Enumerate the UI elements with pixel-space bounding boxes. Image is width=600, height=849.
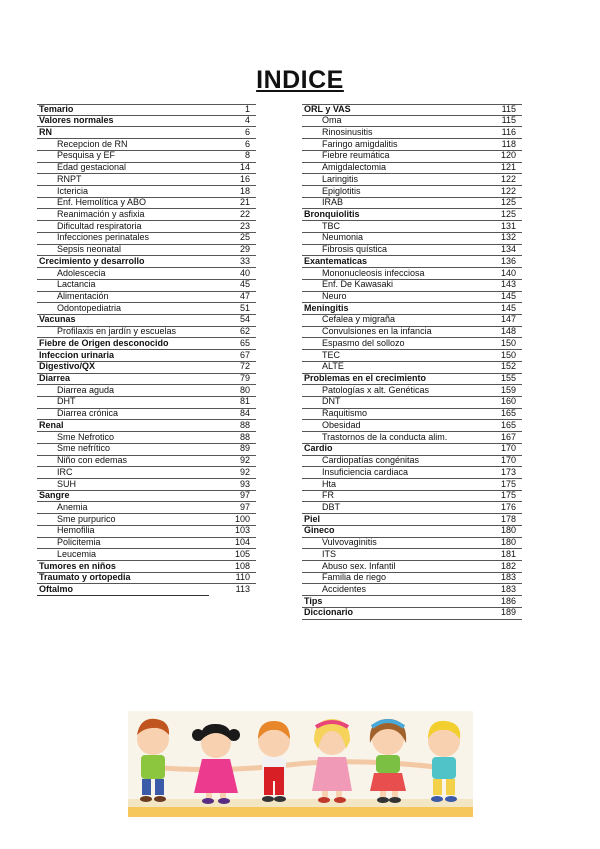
index-entry-label: Accidentes: [322, 583, 367, 594]
index-entry-page: 97: [239, 490, 250, 501]
index-subsection: [37, 174, 256, 186]
index-subsection: [302, 139, 522, 151]
index-entry-label: Familia de riego: [322, 572, 387, 583]
index-entry-page: 125: [500, 208, 516, 219]
index-entry-page: 47: [239, 291, 250, 301]
index-entry-label: Enf. Hemolítica y ABO: [57, 197, 147, 208]
index-subsection: [302, 491, 522, 503]
index-section: [37, 420, 256, 432]
index-entry-label: ORL y VAS: [304, 104, 351, 114]
index-subsection: [37, 198, 256, 210]
index-entry-page: 80: [239, 384, 250, 395]
index-entry-page: 159: [500, 384, 516, 395]
index-entry-label: TEC: [322, 349, 340, 360]
index-entry-label: Espasmo del sollozo: [322, 337, 405, 348]
index-entry-label: Neumonia: [322, 232, 364, 243]
index-entry-page: 175: [500, 478, 516, 489]
index-entry-label: Rinosinusitis: [322, 126, 373, 137]
index-entry-label: DBT: [322, 501, 340, 512]
index-entry-label: Diarrea aguda: [57, 384, 115, 395]
index-entry-page: 167: [500, 431, 516, 442]
index-entry-label: Tips: [304, 595, 323, 606]
index-entry-label: Problemas en el crecimiento: [304, 373, 427, 384]
index-entry-label: Profilaxis en jardín y escuelas: [57, 326, 177, 337]
index-entry-label: Cardio: [304, 443, 333, 454]
index-subsection: [302, 362, 522, 374]
index-entry-page: 51: [239, 302, 250, 313]
index-entry-label: Bronquiolitis: [304, 208, 360, 219]
index-subsection: [37, 409, 256, 421]
index-section: [37, 362, 256, 374]
index-entry-page: 18: [239, 185, 250, 196]
index-entry-label: Adolescecia: [57, 267, 106, 278]
index-section: [302, 514, 522, 526]
index-entry-page: 150: [500, 349, 516, 360]
index-entry-label: Fibrosis quística: [322, 244, 388, 255]
index-entry-label: Reanimación y asfixia: [57, 208, 145, 219]
index-entry-label: Fiebre de Origen desconocido: [39, 337, 169, 348]
index-entry-page: 183: [500, 572, 516, 583]
index-entry-label: RNPT: [57, 173, 82, 184]
index-entry-page: 110: [235, 572, 250, 583]
index-entry-page: 136: [500, 255, 516, 266]
index-subsection: [37, 186, 256, 198]
index-entry-label: Anemia: [57, 501, 88, 512]
index-entry-label: Alimentación: [57, 291, 109, 301]
index-subsection: [37, 549, 256, 561]
index-entry-label: Trastornos de la conducta alim.: [322, 431, 448, 442]
index-subsection: [302, 479, 522, 491]
index-entry-page: 180: [500, 537, 516, 548]
index-subsection: [302, 174, 522, 186]
index-entry-label: IRC: [57, 466, 73, 477]
index-subsection: [302, 245, 522, 257]
index-entry-label: Gineco: [304, 525, 335, 536]
index-subsection: [302, 327, 522, 339]
index-subsection: [302, 502, 522, 514]
index-entry-page: 115: [501, 115, 516, 126]
index-subsection: [37, 209, 256, 221]
index-entry-label: Temario: [39, 104, 74, 114]
index-subsection: [302, 467, 522, 479]
index-section: [37, 491, 256, 503]
index-entry-label: SUH: [57, 478, 77, 489]
index-subsection: [302, 116, 522, 128]
index-entry-label: Epiglotitis: [322, 185, 361, 196]
index-subsection: [302, 163, 522, 175]
index-entry-label: Patologías x alt. Genéticas: [322, 384, 430, 395]
index-section: [37, 256, 256, 268]
index-entry-page: 170: [500, 443, 516, 454]
index-subsection: [37, 444, 256, 456]
index-entry-page: 29: [239, 244, 250, 255]
index-entry-label: DHT: [57, 396, 76, 407]
index-entry-label: Sme purpurico: [57, 513, 116, 524]
index-subsection: [37, 151, 256, 163]
index-section: [302, 303, 522, 315]
index-subsection: [37, 397, 256, 409]
index-subsection: [302, 233, 522, 245]
index-entry-page: 145: [500, 302, 516, 313]
index-subsection: [37, 303, 256, 315]
index-entry-page: 54: [239, 314, 250, 325]
index-section: [302, 444, 522, 456]
index-entry-label: Neuro: [322, 291, 347, 301]
index-entry-page: 67: [239, 349, 250, 360]
index-entry-page: 16: [239, 173, 250, 184]
index-entry-page: 6: [244, 126, 250, 137]
child-figure-2: [192, 724, 240, 804]
index-entry-label: Laringitis: [322, 173, 359, 184]
index-section: [37, 116, 256, 128]
index-subsection: [302, 584, 522, 596]
index-entry-label: ALTE: [322, 361, 344, 372]
index-subsection: [302, 151, 522, 163]
index-entry-page: 170: [500, 455, 516, 466]
index-entry-page: 100: [234, 513, 250, 524]
index-entry-page: 25: [239, 232, 250, 243]
index-entry-page: 120: [500, 150, 516, 161]
index-entry-page: 45: [239, 279, 250, 290]
index-entry-label: TBC: [322, 220, 340, 231]
index-subsection: [37, 456, 256, 468]
index-subsection: [302, 409, 522, 421]
index-entry-label: Odontopediatria: [57, 302, 122, 313]
index-entry-label: Recepcion de RN: [57, 138, 128, 149]
index-entry-label: Exantematicas: [304, 255, 368, 266]
index-entry-page: 97: [239, 501, 250, 512]
index-entry-label: Hta: [322, 478, 337, 489]
index-entry-label: Vacunas: [39, 314, 76, 325]
index-entry-label: FR: [322, 490, 334, 501]
index-entry-page: 89: [239, 443, 250, 454]
index-subsection: [37, 432, 256, 444]
index-section: [37, 573, 256, 585]
index-entry-page: 115: [501, 104, 516, 114]
index-entry-page: 148: [500, 326, 516, 337]
index-entry-page: 121: [500, 162, 516, 173]
index-entry-label: Pesquisa y EF: [57, 150, 116, 161]
index-entry-page: 189: [500, 607, 516, 618]
index-entry-label: Convulsiones en la infancia: [322, 326, 432, 337]
index-entry-page: 8: [244, 150, 250, 161]
index-entry-label: Tumores en niños: [39, 560, 116, 571]
index-subsection: [302, 186, 522, 198]
index-entry-label: Oma: [322, 115, 342, 126]
index-subsection: [37, 385, 256, 397]
index-entry-label: Renal: [39, 419, 64, 430]
index-entry-page: 22: [239, 208, 250, 219]
index-subsection: [302, 432, 522, 444]
index-entry-page: 40: [239, 267, 250, 278]
index-subsection: [302, 221, 522, 233]
index-entry-label: Edad gestacional: [57, 162, 127, 173]
index-subsection: [37, 139, 256, 151]
index-entry-page: 122: [500, 185, 516, 196]
index-entry-label: Valores normales: [39, 115, 114, 126]
index-section: [302, 256, 522, 268]
child-figure-3: [258, 721, 290, 802]
index-entry-page: 93: [239, 478, 250, 489]
index-entry-label: Traumato y ortopedia: [39, 572, 131, 583]
index-entry-page: 1: [244, 104, 250, 114]
index-entry-label: Abuso sex. Infantil: [322, 560, 396, 571]
index-entry-label: Dificultad respiratoria: [57, 220, 142, 231]
index-entry-page: 116: [501, 126, 516, 137]
index-entry-page: 147: [500, 314, 516, 325]
child-figure-6: [428, 721, 460, 802]
index-entry-label: Niño con edemas: [57, 455, 128, 466]
index-subsection: [37, 526, 256, 538]
index-entry-page: 88: [239, 431, 250, 442]
index-entry-page: 131: [500, 220, 516, 231]
index-subsection: [37, 280, 256, 292]
index-subsection: [302, 549, 522, 561]
index-entry-label: Digestivo/QX: [39, 361, 96, 372]
index-entry-page: 92: [239, 455, 250, 466]
index-entry-page: 81: [239, 396, 250, 407]
index-entry-label: Sangre: [39, 490, 70, 501]
child-figure-4: [312, 719, 352, 803]
index-entry-page: 134: [500, 244, 516, 255]
index-entry-page: 181: [500, 548, 516, 559]
index-subsection: [302, 315, 522, 327]
index-entry-page: 103: [234, 525, 250, 536]
index-subsection: [302, 420, 522, 432]
index-entry-label: Vulvovaginitis: [322, 537, 377, 548]
index-entry-label: Crecimiento y desarrollo: [39, 255, 145, 266]
child-figure-1: [137, 719, 169, 802]
index-entry-page: 150: [500, 337, 516, 348]
index-entry-label: Diarrea crónica: [57, 408, 119, 419]
index-entry-label: Insuficiencia cardiaca: [322, 466, 409, 477]
index-entry-label: Raquitismo: [322, 408, 368, 419]
index-subsection: [302, 338, 522, 350]
index-entry-page: 140: [500, 267, 516, 278]
index-subsection: [302, 573, 522, 585]
index-section: [37, 350, 256, 362]
index-section: [37, 338, 256, 350]
index-subsection: [37, 221, 256, 233]
index-entry-page: 178: [500, 513, 516, 524]
index-entry-page: 155: [500, 373, 516, 384]
index-section: [37, 561, 256, 573]
index-subsection: [302, 561, 522, 573]
index-subsection: [302, 385, 522, 397]
index-entry-label: Sme nefrítico: [57, 443, 111, 454]
index-entry-page: 88: [239, 419, 250, 430]
index-subsection: [37, 479, 256, 491]
index-entry-label: Diccionario: [304, 607, 354, 618]
index-entry-label: Cardiopatías congénitas: [322, 455, 420, 466]
index-entry-label: Obesidad: [322, 419, 361, 430]
index-subsection: [302, 456, 522, 468]
index-section: [37, 583, 250, 596]
index-entry-label: Policitemia: [57, 537, 101, 548]
index-entry-label: Cefalea y migraña: [322, 314, 396, 325]
index-entry-page: 160: [500, 396, 516, 407]
index-subsection: [302, 268, 522, 280]
index-entry-label: Mononucleosis infecciosa: [322, 267, 425, 278]
index-entry-label: Sepsis neonatal: [57, 244, 122, 255]
index-entry-page: 65: [239, 337, 250, 348]
index-entry-page: 143: [500, 279, 516, 290]
index-entry-label: Oftalmo: [39, 583, 74, 594]
index-subsection: [302, 292, 522, 304]
index-entry-page: 23: [239, 220, 250, 231]
index-subsection: [37, 268, 256, 280]
index-entry-label: Sme Nefrotico: [57, 431, 115, 442]
index-entry-page: 72: [239, 361, 250, 372]
index-subsection: [37, 163, 256, 175]
index-entry-page: 165: [500, 419, 516, 430]
index-subsection: [37, 502, 256, 514]
index-subsection: [302, 198, 522, 210]
index-entry-page: 33: [239, 255, 250, 266]
index-subsection: [37, 233, 256, 245]
index-entry-label: Diarrea: [39, 373, 71, 384]
index-subsection: [302, 538, 522, 550]
index-entry-label: Enf. De Kawasaki: [322, 279, 394, 290]
index-entry-page: 105: [234, 548, 250, 559]
index-entry-label: Leucemia: [57, 548, 97, 559]
index-entry-page: 173: [500, 466, 516, 477]
index-entry-page: 145: [500, 291, 516, 301]
index-entry-label: Ictericia: [57, 185, 89, 196]
index-entry-label: ITS: [322, 548, 337, 559]
index-entry-page: 186: [500, 595, 516, 606]
index-section: [37, 315, 256, 327]
index-entry-page: 118: [501, 138, 516, 149]
index-entry-label: Lactancia: [57, 279, 96, 290]
index-entry-page: 122: [500, 173, 516, 184]
page-title: INDICE: [256, 66, 344, 94]
index-section: [302, 374, 522, 386]
index-section: [302, 596, 522, 608]
index-subsection: [37, 292, 256, 304]
index-subsection: [37, 514, 256, 526]
index-section: [302, 526, 522, 538]
index-subsection: [37, 538, 256, 550]
index-subsection: [37, 467, 256, 479]
index-entry-page: 125: [500, 197, 516, 208]
index-entry-page: 176: [500, 501, 516, 512]
children-illustration: [128, 711, 473, 817]
index-entry-page: 92: [239, 466, 250, 477]
index-entry-page: 6: [244, 138, 250, 149]
index-entry-label: Fiebre reumática: [322, 150, 390, 161]
index-entry-page: 21: [239, 197, 250, 208]
index-subsection: [302, 280, 522, 292]
index-entry-page: 165: [500, 408, 516, 419]
index-subsection: [302, 127, 522, 139]
index-subsection: [37, 327, 256, 339]
index-subsection: [37, 245, 256, 257]
index-section: [37, 374, 256, 386]
index-entry-label: Piel: [304, 513, 321, 524]
index-entry-page: 79: [239, 373, 250, 384]
index-entry-label: Faringo amigdalitis: [322, 138, 398, 149]
index-subsection: [302, 350, 522, 362]
index-section: [37, 104, 256, 116]
index-section: [302, 104, 522, 116]
index-entry-label: Amigdalectomia: [322, 162, 387, 173]
index-entry-page: 152: [500, 361, 516, 372]
index-entry-page: 62: [239, 326, 250, 337]
index-section: [302, 608, 522, 620]
index-entry-page: 104: [234, 537, 250, 548]
index-entry-page: 108: [234, 560, 250, 571]
index-entry-page: 4: [244, 115, 250, 126]
index-entry-label: Infecciones perinatales: [57, 232, 150, 243]
index-section: [37, 127, 256, 139]
index-entry-page: 14: [239, 162, 250, 173]
index-entry-label: Meningitis: [304, 302, 349, 313]
index-entry-label: Infeccion urinaria: [39, 349, 115, 360]
index-entry-page: 132: [500, 232, 516, 243]
index-entry-label: IRAB: [322, 197, 344, 208]
index-column-right: [302, 104, 522, 620]
index-column-left: [37, 104, 256, 596]
index-entry-page: 183: [500, 583, 516, 594]
index-entry-label: Hemofilia: [57, 525, 95, 536]
index-subsection: [302, 397, 522, 409]
index-entry-page: 113: [235, 583, 250, 594]
index-entry-page: 175: [500, 490, 516, 501]
index-entry-label: DNT: [322, 396, 341, 407]
index-section: [302, 209, 522, 221]
index-entry-page: 84: [239, 408, 250, 419]
index-entry-page: 180: [500, 525, 516, 536]
index-entry-page: 182: [500, 560, 516, 571]
index-entry-label: RN: [39, 126, 52, 137]
